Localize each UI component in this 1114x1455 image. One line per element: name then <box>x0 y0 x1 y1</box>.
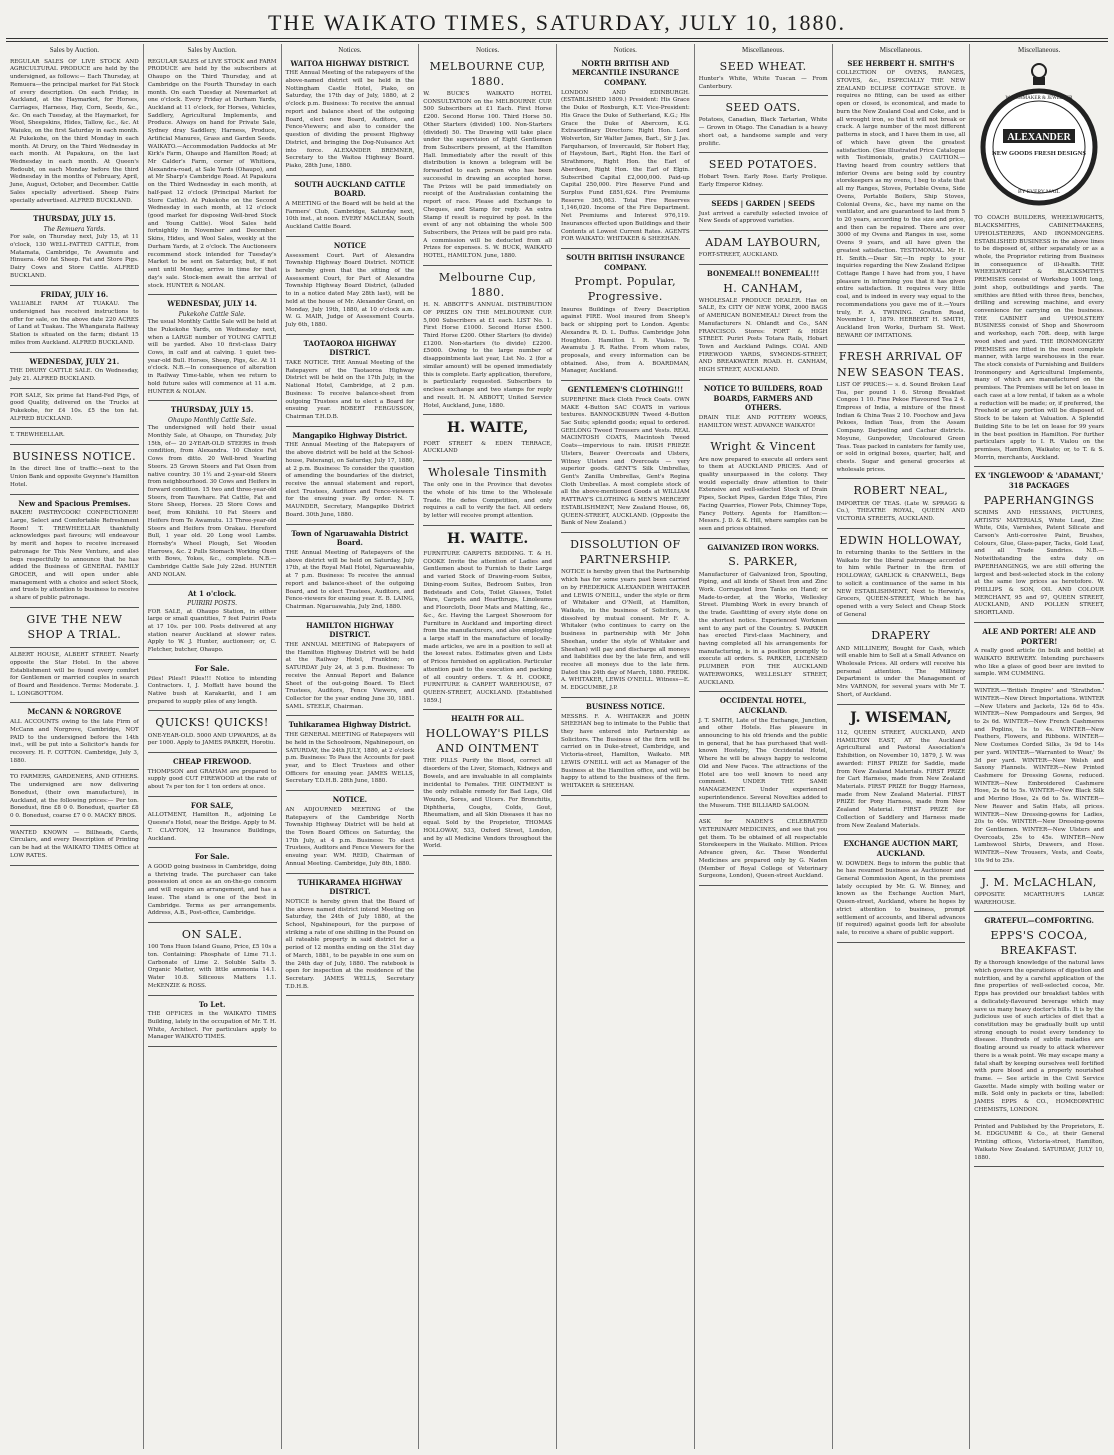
ad-heading: WEDNESDAY, JULY 14. <box>167 299 257 309</box>
advertisement <box>10 290 139 353</box>
column-heading: Notices. <box>476 46 500 54</box>
ad-body-text: ONE-YEAR-OLD. 5000 AND UPWARDS, at 8s per 1000. Apply to JAMES PARKER, Horotiu. <box>147 732 277 747</box>
ad-title: DISSOLUTION OF PARTNERSHIP. <box>570 538 681 567</box>
column-5 <box>557 44 695 1449</box>
column-4 <box>419 44 557 1449</box>
ad-subtitle: Ohaupo Monthly Cattle Sale. <box>168 416 257 424</box>
ad-heading: EX 'INGLEWOOD' & 'ADAMANT,' 318 PACKAGES <box>974 471 1104 491</box>
ad-heading: WAITOA HIGHWAY DISTRICT. <box>290 58 410 68</box>
ad-title: Melbourne Cup, 1880. <box>438 270 537 299</box>
ad-body-text: Insures Buildings of Every Description against FIRE. Wool insured from Sheep's back or shipping port to London. Agents: Alexandra R. D. L. Duffus. Cambridge John Houghton. Hamilton I. R. Vialou. Te Awamutu J. R. Rathe. From whom rates, proposals, and every information can be obtained. Also, from A. BOARDMAN, Manager, Auckland. <box>561 306 690 375</box>
advertisement <box>974 688 1104 871</box>
advertisement <box>837 709 966 836</box>
ad-title: J. M. McLACHLAN, <box>981 875 1097 889</box>
ad-heading: At 1 o'clock. <box>188 588 237 598</box>
ad-title: BUSINESS NOTICE. <box>12 450 137 464</box>
ad-subtitle: The Remuera Yards. <box>43 225 106 233</box>
advertisement <box>148 589 277 660</box>
ad-display-name: H. WAITE, <box>447 420 529 437</box>
column-1 <box>6 44 144 1449</box>
ad-body-text: SUPERFINE Black Cloth Frock Coats. OWN MAKE 4-Button SAC COATS in various textures. BANNOCKBURN Tweed 4-Button Sac Suits; splendid goods; equal to ordered. GEELONG Tweed Trousers and Vests. REAL MACINTOSH COATS, Macintosh Tweed Coats—impervious to rain. IRISH FRIEZE Ulsters, Beaver Overcoats and Ulsters, Witney Ulsters and Overcoats — very superior goods. GENT'S Silk Umbrellas, Gent's Zanilla Umbrellas, Gent's Regina Cloth Umbrellas. A most complete stock of all the above-mentioned Goods at WILLIAM RATTRAY'S CLOTHING & MEN'S MERCERY ESTABLISHMENT, New Zealand House, 66, QUEEN-STREET, AUCKLAND. (Opposite the Bank of New Zealand.) <box>561 396 690 527</box>
ad-title: S. PARKER, <box>728 555 799 569</box>
advertisement <box>974 471 1104 623</box>
ad-body-text: A GOOD going business in Cambridge, doing a thriving trade. The purchaser can take possession at once as an on-the-go concern and will require an arrangement, and has a lease. The stand is one of the best in Cambridge. Terms as per arrangements. Address, A.B., Post-office, Cambridge. <box>147 864 277 917</box>
column-heading: Sales by Auction. <box>49 46 99 54</box>
ad-heading: TUHIKARAMEA HIGHWAY DISTRICT. <box>297 877 403 897</box>
ad-heading: Tuhikaramea Highway District. <box>288 720 412 730</box>
advertisement <box>10 652 139 703</box>
advertisement <box>837 839 966 943</box>
ad-heading: SOUTH AUCKLAND CATTLE BOARD. <box>294 179 406 199</box>
column-3 <box>282 44 420 1449</box>
ad-title: Wright & Vincent <box>710 440 816 454</box>
ad-body-text: ALBERT HOUSE, ALBERT STREET. Nearly opposite the Star Hotel. In the above Establishment will be found every comfort for Gentlemen or married couples in search of Board and Residence. Terms: Moderate. J. L. LONGBOTTOM. <box>10 652 139 697</box>
advertisement <box>561 537 690 698</box>
ad-body-text: BAKER! PASTRYCOOK! CONFECTIONER! Large, Select and Comfortable Refreshment Room! T. TREWHEELLAR thankfully acknowledges past favours; will endeavour by merit and hopes to receive increased patronage for This New Venture, and also begs respectfully to announce that he has added the Business of GENERAL FAMILY GROCER, and will open under able management with a choice and select Stock, and trusts by attention to business to receive a share of public patronage. <box>10 510 139 602</box>
advertisement <box>148 59 277 296</box>
ad-body-text: SCRIMS AND HESSIANS, PICTURES, ARTISTS' MATERIALS, White Lead, Zinc White, Oils, Varnishes, Patent Silicate and Carson's Anti-corrosive Paint, Brushes, Colours, Glue, Glass-paper, Tacks, Gold Leaf, and all Trade Sundries. N.B.—Notwithstanding the extra duty on PAPERHANGINGS, we are still offering the largest and best-selected stock in the colony at the same low prices as heretofore. W. PHILLIPS & SON, OIL AND COLOUR MERCHANT, 95 and 97, QUEEN STREET, AUCKLAND, AND POLLEN STREET, SHORTLAND. <box>974 509 1104 617</box>
ad-heading: HEALTH FOR ALL. <box>451 714 525 724</box>
ad-body-text: In the direct line of traffic—next to the Union Bank and opposite Gwynne's Hamilton Hotel. <box>10 466 139 488</box>
advertisement <box>10 449 139 494</box>
ad-body-text: THE PILLS Purify the Blood, correct all disorders of the Liver, Stomach, Kidneys and Bowels, and are invaluable in all complaints incidental to Females. THE OINTMENT is the only reliable remedy for Bad Legs, Old Wounds, Sores, and Ulcers. For Bronchitis, Diphtheria, Coughs, Colds, Gout, Rheumatism, and all Skin Diseases it has no equal. Sold by the Proprietor, THOMAS HOLLOWAY, 533, Oxford Street, London, and by all Medicine Vendors throughout the World. <box>423 758 552 850</box>
advertisement <box>10 393 139 429</box>
ad-body-text: THE GENERAL MEETING of Ratepayers will be held in the Schoolroom, Ngahinepouri, on SATURDAY, the 24th JULY, 1880, at 2 o'clock p.m. Business: To Pass the Accounts for past year, and to Elect Trustees and other Officers for ensuing year. JAMES WELLS, Secretary T.D.H.B. 28th June, 1880. <box>285 732 415 785</box>
ad-body-text: FORT-STREET, AUCKLAND. <box>698 252 779 259</box>
column-heading: Miscellaneous. <box>1018 46 1061 54</box>
ad-body-text: ALL ACCOUNTS owing to the late Firm of McCann and Norgrove, Cambridge, NOT PAID to the undersigned before the 14th inst., will be put into a Solicitor's hands for recovery. H. F. COTTON. Cambridge, July 3, 1880. <box>10 719 139 764</box>
advertisement <box>286 339 415 427</box>
ad-title: QUICKS! QUICKS! <box>155 716 269 730</box>
advertisement <box>10 707 139 770</box>
advertisement <box>699 696 828 815</box>
ad-heading: EXCHANGE AUCTION MART, AUCKLAND. <box>843 839 959 858</box>
advertisement <box>974 875 1104 913</box>
ad-body-text: Piles! Piles!! Piles!!! Notice to intending Contractors. I, J. Moffatt have bound the Native bush at Karakariki, and I am prepared to supply piles of any length. <box>147 675 277 705</box>
ad-title: ADAM LAYBOURN, <box>705 236 822 250</box>
column-8 <box>970 44 1108 1449</box>
ad-title: Prompt. Popular, Progressive. <box>574 275 677 304</box>
advertisement <box>974 627 1104 684</box>
ad-body-text: Are now prepared to execute all orders sent to them at AUCKLAND PRICES. And of quality unsurpassed in the colony. They would especially draw attention to their Extensive and well-selected Stock of Drain Pipes, Socket Pipes, Garden Edge Tiles, Fire Facing Quarries, Flower Pots, Chimney Tops, Fancy Pottery. Agents for Hamilton:—Messrs. J. D. & K. Hill, where samples can be seen and prices obtained. <box>698 456 828 532</box>
ad-title: SEED POTATOES. <box>708 158 818 172</box>
advertisement <box>148 757 277 797</box>
ad-heading: NOTICE <box>333 240 366 250</box>
ad-body-text: THE Annual Meeting of Ratepayers of the above district will be held on Saturday, July 17th, at the Royal Mail Hotel, Ngaruawahia, at 7 p.m. Business: To receive the annual report and balance-sheet of the outgoing Board, and to elect Trustees, Auditors, and Fence-viewers for ensuing year. E. B. LAING, Chairman. Ngaruawahia, July 2nd, 1880. <box>285 549 415 610</box>
advertisement <box>148 405 277 584</box>
ad-body-text: THOMPSON and GRAHAM are prepared to supply good CUT FIREWOOD at the rate of about 7s per ton for 1 ton orders at once. <box>147 768 277 791</box>
ad-heading: OCCIDENTAL HOTEL, AUCKLAND. <box>719 696 807 715</box>
ad-body-text: AN ADJOURNED MEETING of the Ratepayers of the Cambridge North Township Highway District will be held at the Town Board Offices on Saturday, the 17th July, at 4 p.m. Business: To elect Trustees, Auditors and Fence Viewers for the ensuing year. WM. REID, Chairman of Annual Meeting. Cambridge, July 8th, 1880. <box>285 806 415 867</box>
column-2 <box>144 44 282 1449</box>
newspaper-title: THE WAIKATO TIMES, SATURDAY, JULY 10, 1880. <box>267 10 847 35</box>
advertisement <box>423 714 552 856</box>
ad-heading: SOUTH BRITISH INSURANCE COMPANY. <box>566 253 685 272</box>
ad-heading: FRIDAY, JULY 16. <box>40 289 109 299</box>
advertisement <box>148 1000 277 1048</box>
ad-heading: CHEAP FIREWOOD. <box>172 757 252 766</box>
ad-body-text: Potatoes, Canadian, Black Tartarian, White — Grown in Otago. The Canadian is a heavy short oat, a handsome sample and very prolific. <box>698 117 828 147</box>
advertisement <box>286 180 415 237</box>
ad-body-text: WANTED KNOWN — Billheads, Cards, Circulars, and every Description of Printing can be had at the WAIKATO TIMES Office at LOW RATES. <box>10 829 139 859</box>
advertisement <box>286 241 415 335</box>
ad-title: ON SALE. <box>181 928 243 942</box>
advertisement <box>148 852 277 923</box>
ad-body-text: THE OFFICES in the WAIKATO TIMES Building, lately in the occupation of Mr. T. H. White, Architect. For particulars apply to Manager WAIKATO TIMES. <box>147 1011 277 1041</box>
advertisement <box>699 235 828 265</box>
ad-heading: SEE HERBERT H. SMITH'S <box>847 58 955 68</box>
ad-body-text: LIST OF PRICES:— s. d. Sound Broken Leaf Tea, per pound 1 6. Strong Breakfast Congou 1 10. Fine Pekoe Flavoured Tea 2 4. Empress of India, a mixture of the finest Indian & China Teas 2 10. Foochow and Java Pekoes, Indian Teas, from the Assam Company. Darjeeling and Cachar districts. Moyune, Gunpowder, Uncoloured Green Teas. Teas packed in canisters for family use, or sold in original boxes, quarter, half, and chests. Sugar and general groceries at wholesale prices. <box>836 381 966 473</box>
advertisement <box>561 59 690 249</box>
advertisement <box>699 100 828 153</box>
ad-body-text: FOR SALE, Six prime fat Hand-Fed Pigs, of good Quality, delivered on the Trucks at Pukekohe, for £4 10s. £5 the ton fat. ALFRED BUCKLAND. <box>10 392 139 422</box>
ad-body-text: COLLECTION OF OVENS, RANGES, STOVES, &c., ESPECIALLY THE NEW ZEALAND ECLIPSE COTTAGE STOVE. It requires no fitting, can be used as either open or closed, is economical, and made to burn the New Zealand Coal and Coke, and is all wrought iron, so that it will not break or crack. A large number of the most different patterns in stock, and I have them in use, all of which have given the greatest satisfaction. (See Illustrated Price Catalogue with Testimonials, gratis.) CAUTION.—Having heard from country settlers that inferior Ovens are being sold by country storekeepers as my ovens, I beg to state that all my Ranges, Stoves, Portable Ovens, Side Ovens, Portable Boilers, Ship Stoves, Colonial Ovens, &c., have my name on the ventilator, and are guaranteed to last from 5 to 20 years, according to the size and price, and then can be repaired. There are over 3000 of my Ovens and Ranges in use, some Ovens 9 years, and all have given the greatest satisfaction. TESTIMONIAL. Mr H. H. Smith.—Dear Sir,—In reply to your inquiries regarding the New Zealand Eclipse Cottage Range I have had from you, I have pleasure in informing you that it has given entire satisfaction. It requires very little coal, and is indeed in every way equal to the recommendations you gave me of it.—Yours truly, F. A. TWINING. Grafton Road, November 1, 1879. HERBERT H. SMITH, Auckland Iron Works, Durham St. West. BEWARE OF IMITATIONS. <box>836 70 966 339</box>
advertisement <box>10 830 139 866</box>
advertisement <box>423 419 552 461</box>
ad-heading: BUSINESS NOTICE. <box>585 701 665 711</box>
advertisement <box>148 927 277 995</box>
ad-body-text: FOR SALE, at Ohaupo Station, in either large or small quantities, 7 feet Puiriri Posts at 17 10s. per 100. Posts delivered at any station nearer Auckland at slower rates. Apply to W. J. Hunter, auctioneer; or, C. Fletcher, butcher, Ohaupo. <box>147 608 277 654</box>
ad-body-text: The only one in the Province that devotes the whole of his time to the Wholesale Trade. He defies Competition, and only requires a call to verify the fact. All orders by letter will receive prompt attention. <box>423 482 552 520</box>
newspaper-columns <box>6 44 1108 1449</box>
ad-body-text: ASK for NADEN'S CELEBRATED VETERINARY MEDICINES, and see that you get them. To be obtained of all respectable Storekeepers in the Waikato. Million. Prices Advance given, &c. These Wonderful Medicines are prepared only by G. Naden (Member of Royal College of Veterinary Surgeons, London), Queen-street Auckland. <box>698 819 828 880</box>
ad-body-text: Just arrived a carefully selected invoice of New Seeds of approved varieties. <box>698 210 828 225</box>
ad-heading: HAMILTON HIGHWAY DISTRICT. <box>306 620 394 640</box>
advertisement <box>837 628 966 704</box>
ad-body-text: 100 Tons Huon Island Guano, Price, £5 10s a ton. Containing: Phosphate of Lime 71.1. Carbonate of Lime 2. Soluble Salts 5. Organic Matter, with little ammonia 14.1. Water 10.8. Siliceous Matters 1.1. McKENZIE & ROSS. <box>147 944 277 989</box>
ad-body-text: NOTICE is hereby given that the Partnership which has for some years past been carried on by FREDERICK ALEXANDER WHITAKER and LEWIS O'NEILL, under the style or firm of Whitaker and O'Neill, at Hamilton, Waikato, in the business of Solicitors, is dissolved by mutual consent. Mr F. A. Whitaker (who continues to carry on the business in partnership with Mr John Sheehan, under the style of Whitaker and Sheehan) will pay and discharge all moneys and liabilities due by the late firm, and will receive all moneys due to the late firm. Dated this 24th day of March, 1880. FREDK. A. WHITAKER, LEWIS O'NEILL. Witness—E. M. EDGCUMBE, J.P. <box>561 569 690 692</box>
ad-body-text: A MEETING of the Board will be held at the Farmers' Club, Cambridge, Saturday next, 10th inst., at noon. EVERY MACLEAN, South Auckland Cattle Board. <box>285 200 415 231</box>
ad-body-text: A really good article (in bulk and bottle) at WAIKATO BREWERY. Intending purchasers who like a glass of good beer are invited to sample. WM CUMMING. <box>974 648 1104 678</box>
ad-body-text: THE ANNUAL MEETING of Ratepayers of the Hamilton Highway District will be held at the Railway Hotel, Frankton; on SATURDAY July 24, at 3 p.m. Business: To receive the Annual Report and Balance Sheet of the out-going Board. To Elect Trustees, Auditors, Fence Viewers, and Collector for the year ending June 30, 1881. SAML. STEELE, Chairman. <box>285 641 415 710</box>
ad-title: SEED OATS. <box>725 101 801 115</box>
advertisement <box>10 357 139 389</box>
ad-body-text: 112, QUEEN STREET, AUCKLAND, AND HAMILTON EAST, AT the Auckland Agricultural and Pastoral Association's Exhibition, on November 10, 1879, J. W. was awarded: FIRST PRIZE for Saddle, made from New Zealand Materials. FIRST PRIZE for Cart Harness, made from New Zealand Materials. FIRST PRIZE for Buggy Harness, made from New Zealand Material. FIRST PRIZE for Pony Harness, made from New Zealand Material. FIRST PRIZE for Collection of Saddlery and Harness made from New Zealand Materials. <box>836 729 966 829</box>
ad-title: H. CANHAM, <box>723 281 804 295</box>
ad-body-text: TO COACH BUILDERS, WHEELWRIGHTS, BLACKSMITHS, CABINETMAKERS, UPHOLSTERERS, AND IRONMONGERS. ESTABLISHED BUSINESS in the above lines to be disposed of, either separately or as a whole, the Proprietor retiring from Business in consequence of ill-health. THE WHEELWRIGHT & BLACKSMITH'S PREMISES consist of Workshop 100ft long, joint shop, outbuildings and yards. The smithies are fitted with three fires, benches, drilling and screwing machine, and every convenience for carrying on the business. THE CABINET and UPHOLSTERY BUSINESS consist of Shop and Showroom and workshop, each 70ft. deep, with large wood shed and yard. THE IRONMONGERY PREMISES are fitted in the most complete manner, with large warehouses in the rear. The stock consists of Furnishing and Builders Ironmongery and Agricultural Implements, many of which are manufactured on the premises. The Premises will be let on lease in each case at a low rental, if taken as a whole a reduction will be made; or, if preferred, the Freehold or any portion will be disposed of. Stock to be taken at Valuation. A Splendid Building Site to be let on lease for 99 years in the best position in Hamilton. For further particulars apply to I. R. Vialou on the premises, Hamilton, Waikato; or, to T. & S. Morrin, merchants, Auckland. <box>974 215 1105 461</box>
ad-body-text: WINTER.—'British Empire' and 'Strathdon.' WINTER—New Direct Importations. WINTER—New Ulsters and Jackets, 12s 6d to 45s. WINTER—New Pompadours and Serges, 9d to 2s 6d. WINTER—New French Cashmeres and Poplins, 1s to 4s. WINTER—New Feathers, Flowers, and Ribbons. WINTER—New Costumes Corded Silks, 3s 9d to 14s per yard. WINTER—'Warranted to Wear,' 9s 3d per yard. WINTER—New Welsh and Saxony Flannels. WINTER—New Printed Cashmere for Dressing Gowns, reduced. WINTER—New Embroidered Cashmere Hose, 2s 6d to 5s. WINTER—New Black Silk and Merino Hose, 2s 6d to 5s. WINTER—New Reaver and Satin Hats, all prices. WINTER—New Dressing-gowns for Ladies, 20s to 40s. WINTER—New Dressing-gowns for Gentlemen. WINTER—New Ulsters and Overcoats, 25s to 45s. WINTER—New Lambswool Shirts, Drawers, and Hose. WINTER—New Trousers, Vests, and Coats, 10s 9d to 25s. <box>974 688 1104 864</box>
advertisement <box>286 59 415 176</box>
ad-body-text: OPPOSITE MCARTHUR'S LARGE WAREHOUSE. <box>974 891 1104 906</box>
column-heading: Notices. <box>338 46 362 54</box>
ad-title: SEED WHEAT. <box>719 59 807 73</box>
ad-body-text: TAKE NOTICE. THE Annual Meeting of the Ratepayers of the Taotaoroa Highway District will be held on the 17th July, in the National Hotel, Cambridge, at 2 p.m. Business: To receive balance-sheet from outgoing Trustees and to elect a Board for ensuing year. ROBERT FERGUSSON, Chairman T.H.D.B. <box>285 360 415 421</box>
ad-body-text: T. TREWHEELLAR. <box>10 432 65 439</box>
ad-heading: New and Spacious Premises. <box>18 498 131 508</box>
ad-body-text: THE Annual Meeting of the Ratepayers of the above district will be held at the School-house, Paterangi, on Saturday, July 17, 1880, at 2 p.m. Business: To consider the question of amending the boundaries of the district, receive the annual statement and report, elect Trustees, Auditors and Fence-viewers for the ensuing year. By order. N. T. MAUNDER, Secretary, Mangapiko District Board. 30th June, 1880. <box>285 442 415 518</box>
ad-heading: TAOTAOROA HIGHWAY DISTRICT. <box>303 338 397 358</box>
ad-heading: NOTICE TO BUILDERS, ROAD BOARDS, FARMERS AND OTHERS. <box>703 383 823 413</box>
ad-body-text: Hobart Town. Early Rose. Early Prolique. Early Emperor Kidney. <box>698 174 828 189</box>
ad-body-text: IMPORTER OF TEAS. (Late W. SPRAGG & Co.), THEATRE ROYAL, QUEEN AND VICTORIA STREETS, AUCKLAND. <box>836 500 966 523</box>
clock-top: WATCHMAKER & JEWELLER <box>1005 95 1073 101</box>
ad-body-text: Manufacturer of Galvanized Iron, Spouting, Piping, and all kinds of Sheet Iron and Zinc Work. Corrugated Iron Tanks on Hand; or Made-to-order, at the Works, Wellesley Street. Plumbing Work in every branch of the trade. Gasfitting of every style done on the shortest notice. Experienced Workmen sent to any part of the Country. S. PARKER has erected First-class Machinery, and having completed all his arrangements for manufacturing, is in a position promptly to execute all orders. S. PARKER, LICENSED PLUMBER FOR THE AUCKLAND WATERWORKS, WELLESLEY STREET, AUCKLAND. <box>698 571 828 686</box>
ad-display-name: H. WAITE. <box>447 530 529 547</box>
ad-heading: GALVANIZED IRON WORKS. <box>707 542 819 552</box>
ad-title: ROBERT NEAL, <box>853 484 949 498</box>
ad-heading: WEDNESDAY, JULY 21. <box>29 356 120 366</box>
ad-body-text: FURNITURE CARPETS BEDDING. T. & H. COOKE Invite the attention of Ladies and Gentlemen about to Furnish to their Large and varied Stock of Drawing-room Suites, Dining-room Suites, Bedroom Suites, Iron Bedsteads and Cots, Toilet Glasses, Toilet Ware, Carpets and Hearthrugs, Linoleums and Floorcloth, Door Mats and Matting, &c., &c., &c. Having the Largest Showroom for Furniture in Auckland and importing direct from the manufacturers, and also employing a large staff in the manufacture of locally-made articles, we are in a position to sell at the lowest rates. Estimates given and Lists of Prices furnished on application. Particular attention paid to the execution and packing of all country orders. T. & H. COOKE, FURNITURE & CARPET WAREHOUSE, 67 QUEEN-STREET, AUCKLAND. [Established 1859.] <box>423 551 552 704</box>
ad-heading: Town of Ngaruawahia District Board. <box>291 528 409 548</box>
advertisement <box>699 543 828 693</box>
ad-heading: NORTH BRITISH AND MERCANTILE INSURANCE COMPANY. <box>571 58 679 87</box>
advertisement <box>286 529 415 617</box>
ad-heading: GRATEFUL—COMFORTING. <box>984 916 1094 926</box>
advertisement <box>286 878 415 997</box>
ad-body-text: W. BUCK'S WAIKATO HOTEL CONSULTATION on the MELBOURNE CUP. 500 Subscribers at £1 Each. First Horse £200. Second Horse 100. Third Horse 50. Other Starters (divided) 100. Non-Starters (divided) 50. The Drawing will take place under the supervision of Eight Gentlemen from Subscribers present, at the Hamilton Hall. Immediately after the result of this distribution is known a telegram will be forwarded to each person who has been successful in drawing an accepted horse. The Prizes will be paid immediately on receipt of the Australasian containing the report of race. Please add Exchange to Cheques, and Stamp for reply. An extra Stamp if result is required by post. In the event of any not obtaining the whole 500 Subscribers, the Prizes will be paid pro rata. A commission will be deducted from all Prizes for expenses. S. W. BUCK, WAIKATO HOTEL, HAMILTON. June, 1880. <box>423 91 552 260</box>
ad-body-text: The usual Monthly Cattle Sale will be held at the Pukekohe Yards, on Wednesday next, when a LARGE number of YOUNG CATTLE will be yarded. Also 10 first-class Dairy Cows, in calf and at calving. 1 quiet two-year-old Bull. Horses, Sheep, Pigs, &c. At 11 o'clock. N.B.—In consequence of alteration in Railway Time-table, when we return to hold future sales will commence at 11 a.m. HUNTER & NOLAN. <box>147 319 277 395</box>
ad-heading: NOTICE. <box>332 795 368 805</box>
advertisement <box>10 59 139 211</box>
clock-center: NEW GOODS FRESH DESIGNS <box>992 149 1087 157</box>
ad-title: Wholesale Tinsmith <box>428 465 548 479</box>
advertisement <box>699 819 828 886</box>
ad-title: EPPS'S COCOA, BREAKFAST. <box>990 928 1088 958</box>
ad-heading: McCANN & NORGROVE <box>27 707 122 717</box>
advertisement <box>837 59 966 346</box>
advertisement <box>699 157 828 195</box>
ad-heading: GENTLEMEN'S CLOTHING!!! <box>567 385 684 395</box>
advertisement <box>148 299 277 401</box>
ad-body-text: Hunter's White, White Tuscan — From Canterbury. <box>698 75 828 90</box>
advertisement <box>148 715 277 753</box>
ad-title: MELBOURNE CUP, 1880. <box>429 59 546 88</box>
ad-body-text: J. T. SMITH, Late of the Exchange, Junction, and other Hotels. Has pleasure in announcing to his old friends and the public in general, that he has purchased that well-known Hostelry, The Occidental Hotel, Where he will be always happy to welcome Old and New Faces. The attractions of the Hotel are too well known to need any comment. UNDER THE SAME MANAGEMENT. Under experienced superintendence. Several Novelties added to the Museum. THE BILLIARD SALOON. <box>698 717 828 809</box>
ad-body-text: In returning thanks to the Settlers in the Waikato for the liberal patronage accorded to him while Partner in the firm of HOLLOWAY, GARLICK & CRANWELL, Begs to solicit a continuance of the same in his NEW ESTABLISHMENT, Next to Herwin's, Grocers, QUEEN-STREET, Which he has opened with a very Select and Cheap Stock of General <box>836 549 966 618</box>
ad-heading: For Sale. <box>194 852 230 862</box>
ad-title: DRAPERY <box>871 629 931 643</box>
advertisement <box>974 1124 1104 1168</box>
ad-body-text: AND MILLINERY, Bought for Cash, which will enable him to Sell at a Small Advance on Wholesale Prices. All orders will receive his personal attention. The Millinery Department is under the Management of Mrs VARNON, for several years with Mr T. Short, of Auckland. <box>836 645 966 698</box>
ad-body-text: LONDON AND EDINBURGH. (ESTABLISHED 1809.) President: His Grace the Duke of Roxburgh, K.T. Vice-President: His Grace the Duke of Sutherland, K.G.; His Grace the Duke of Abercorn, K.G. Extraordinary Directors: Right Hon. Lord Wolverton, Sir Walter James, Bart., Sir J. Jas. Farquharson, of Invercauld, Sir Robert Hay, of Haystoun, Bart., Right Hon. the Earl of Strathmore, Right Hon. the Earl of Aberdeen, Right Hon. the Earl of Elgin. Subscribed Capital £2,000,000. Paid-up Capital 250,000. Fire Reserve Fund and Surplus Fund £851,624. Fire Premiums Reserve 365,063. Total Fire Reserves 1,146,020. Income of the Fire Department. Net Premiums and Interest 976,119. Insurances effected upon Buildings and their Contents at Lowest Current Rates. AGENTS FOR WAIKATO: WHITAKER & SHEEHAN. <box>561 89 690 243</box>
advertisement <box>10 499 139 608</box>
masthead <box>0 0 1114 44</box>
advertisement <box>286 621 415 717</box>
advertisement <box>423 530 552 711</box>
ad-heading: For Sale. <box>194 663 230 673</box>
ad-title: FRESH ARRIVAL OF NEW SEASON TEAS. <box>837 350 965 379</box>
advertisement <box>561 253 690 381</box>
ad-title: PAPERHANGINGS <box>983 493 1095 507</box>
advertisement <box>286 795 415 873</box>
clock-name: ALEXANDER <box>1007 131 1071 143</box>
advertisement <box>286 431 415 525</box>
ad-body-text: FORT STREET & EDEN TERRACE, AUCKLAND <box>423 440 552 455</box>
advertisement <box>837 349 966 479</box>
ad-display-name: J. WISEMAN, <box>850 709 952 726</box>
ad-title: HOLLOWAY'S PILLS AND OINTMENT <box>425 727 550 756</box>
ad-body-text: H. N. ABBOTT'S ANNUAL DISTRIBUTION OF PRIZES ON THE MELBOURNE CUP. 5,000 Subscribers at £1 each. LIST No. 1. First Horse £1000. Second Horse £500. Third Horse £200. Other Starters (to divide) £1200. Non-starters (to divide) £2200. £5000. Owing to the large number of disappointments last year, List No. 2 (for a similar amount) will be opened immediately this is complete. Early application, therefore, is particularly requested. Subscribers to enclose exchange and two stamps for reply and result. H. N. ABBOTT, United Service Hotel, Auckland, June, 1880. <box>423 302 552 409</box>
ad-body-text: THE Annual Meeting of the ratepayers of the above-named district will be held in the Nottingham Castle Hotel, Piako, on Saturday, the 17th day of July, 1880, at 2 o'clock p.m. Business: To receive the annual report and balance sheet of the outgoing Board, elect new Board, Auditors, and Fence-Viewers; and also to consider the question of dividing the present Highway District, and bringing the Dog-Nuisance Act into force. ALEXANDER BREMNER, Secretary to the Waitoa Highway Board. Piako, 28th June, 1880. <box>285 70 415 169</box>
column-heading: Notices. <box>613 46 637 54</box>
ad-body-text: REGULAR SALES of LIVE STOCK and FARM PRODUCE are held by the subscribers at Ohaupo on the Third Thursday, and at Cambridge on the Fourth Thursday in each month. On each Tuesday at Newmarket at one o'clock. Every Friday at Durham Yards, Auckland at 11 o'clock, for Horses, Vehicles, Saddlery, Agricultural Implements, and Produce. Always on hand for Private Sale, Sydney dray Saddlery, Harness, Produce, Artificial Manures, Grass and Garden Seeds. WAIKATO.—Accommodation Paddocks at Mr Kirk's Farm, Ohaupo and Hamilton Road; at Mr Calder's Farm, corner of Whitiora, Alexandra-road, at Sale Yards (Ohaupo), and at Mr Sharp's Cambridge Road. At Papakura on the Third Wednesday in each month, at half-past 12 o'clock (Principal Market for Store Cattle). At Pukekohe on the Second Wednesday in each month, at 12 o'clock (good market for disposing Well-bred Stock and Young Cattle). Wool Sales held fortnightly in November and December. Skins, Hides, and Wool Sales, weekly at the Durham Yards, at 2 o'clock. The Auctioneers recommend stock intended for Tuesday's Market to be sent on Saturday, but, if not sent until Monday, arrive in time for that day's sale. Stock-men await the arrival of stock. HUNTER & NOLAN. <box>147 58 277 289</box>
ad-heading: SEEDS | GARDEN | SEEDS <box>711 198 815 208</box>
ad-body-text: WHOLESALE PRODUCE DEALER. Has on SALE, Ex CITY OF NEW YORK, 2000 BAGS of AMERICAN BONEMEAL! Direct from the Manufacturers N. Ohlandt and Co., SAN FRANCISCO. Stores: FORT & HIGH STREET. Puriri Posts Totara Rails, Hobart Town and Auckland Palings. COAL AND FIREWOOD YARDS, SYMONDS-STREET, AND BREAKWATER ROAD. H. CANHAM, HIGH STREET, AUCKLAND. <box>698 297 828 374</box>
advertisement <box>148 664 277 712</box>
advertisement <box>423 59 552 266</box>
ad-heading: THURSDAY, JULY 15. <box>33 214 116 224</box>
ad-subtitle: PUIRIRI POSTS. <box>187 600 238 608</box>
ad-title: EDWIN HOLLOWAY, <box>839 533 963 547</box>
alexander-watch-ad <box>974 59 1104 213</box>
advertisement <box>699 439 828 538</box>
ad-subtitle: Pukekohe Cattle Sale. <box>178 310 246 318</box>
ad-body-text: W. DOWDEN. Begs to inform the public that he has resumed business as Auctioneer and General Commission Agent, in the premises lately occupied by Mr. G. W. Binney, and known as the Exchange Auction Mart, Queen-street, Auckland, where he hopes by strict attention to business, prompt settlement of accounts, and liberal advances (if required) against goods left for absolute sale, to receive a share of public support. <box>836 860 966 937</box>
ad-body-text: Assessment Court. Part of Alexandra Township Highway Board District. NOTICE is hereby given that the sitting of the Assessment Court, for Part of Alexandra Township Highway Board District, (alluded to in a notice dated May 28th last), will be held at the house of Mr. Alexander Grant, on Monday, July 19th, 1880, at 10 o'clock a.m. W. G. MAIR, Judge of Assessment Courts. July 6th, 1880. <box>285 252 415 328</box>
advertisement <box>10 214 139 285</box>
clock-bottom: BY EVERY MAIL <box>1018 188 1061 195</box>
ad-body-text: MESSRS. F. A. WHITAKER and JOHN SHEEHAN beg to intimate to the Public that they have entered into Partnership as Solicitors. The Business of the firm will be carried on in Duke-street, Cambridge, and Victoria-street, Hamilton, Waikato. MR LEWIS O'NEILL will act as Manager of the Business at the Hamilton office, and will be happy to attend to the business of the firm. WHITAKER & SHEEHAN. <box>561 713 690 789</box>
advertisement <box>423 465 552 526</box>
ad-body-text: THE DRURY CATTLE SALE. On Wednesday, July 21. ALFRED BUCKLAND. <box>10 368 139 382</box>
ad-heading: ALE AND PORTER! ALE AND PORTER! <box>982 626 1096 646</box>
advertisement <box>423 270 552 415</box>
ad-body-text: DRAIN TILE AND POTTERY WORKS, HAMILTON WEST. ADVANCE WAIKATO! <box>698 414 828 429</box>
ad-body-text: NOTICE is hereby given that the Board of the above named district intend Meeting on Saturday, the 24th of July 1880, at the School, Ngahinepouri, for the purpose of striking a rate of one shilling in the Pound on all rateable property in said district for a period of 12 months ending on the 31st day of March, 1881, to be payable in one sum on the 24th day of July, 1880. The ratebook is open for inspection at the residence of the Secretary. JAMES WELLS, Secretary T.D.H.B. <box>285 898 415 990</box>
advertisement <box>699 59 828 97</box>
ad-body-text: VALUABLE FARM AT TUAKAU. The undersigned has received instructions to offer for sale, on the above date 220 ACRES of Land at Tuakau. The Whangarata Railway Station is situated on the farm; distant 15 miles from Auckland. ALFRED BUCKLAND. <box>10 301 139 346</box>
ad-heading: Mangapiko Highway District. <box>292 430 408 440</box>
advertisement <box>974 916 1104 1119</box>
ad-body-text: Printed and Published by the Proprietors, E. M. EDGCUMBE & Co., at their General Printing offices, Victoria-street, Hamilton, Waikato New Zealand. SATURDAY, JULY 10, 1880. <box>974 1123 1104 1161</box>
column-heading: Miscellaneous. <box>879 46 922 54</box>
advertisement <box>699 384 828 435</box>
advertisement <box>837 483 966 528</box>
advertisement <box>837 533 966 625</box>
ad-body-text: ALLOTMENT, Hamilton R., adjoining Le Quesne's Hotel, near the Bridge. Apply to M. T. CLAYTON, 12 Insurance Buildings, Auckland. <box>147 812 277 842</box>
advertisement <box>148 801 277 849</box>
column-7 <box>833 44 971 1449</box>
ad-body-text: REGULAR SALES OF LIVE STOCK AND AGRICULTURAL PRODUCE are held by the undersigned, as follows:— Each Thursday, at Remuera—the principal market for Fat Stock of every description. On each Friday, in Auckland, at the Haymarket, for Horses, Carriages, Harness, Hay, Corn, Seeds, &c., &c. On each Tuesday, at the Haymarket, for Wool, Sheepskins, Hides, Tallow, &c., &c. At Waiuku, on the first Saturday in each month. At Pukekohe, on the third Monday in each month. At Drury, on the Third Wednesday in each month. At Papakura, on the last Wednesday in each month. At Queen's Redoubt, on each Monday before the third Wednesday in the months of February, April, June, August, October, and December. Cattle Sales specially advertised. Sheep Fairs specially advertised. ALFRED BUCKLAND. <box>10 58 139 204</box>
ad-title: GIVE THE NEW SHOP A TRIAL. <box>26 612 123 641</box>
advertisement <box>10 774 139 825</box>
column-heading: Sales by Auction. <box>187 46 237 54</box>
advertisement <box>699 199 828 231</box>
advertisement <box>561 702 690 796</box>
advertisement <box>561 385 690 533</box>
pocket-watch-logo <box>979 59 1099 209</box>
ad-heading: To Let. <box>198 999 226 1009</box>
advertisement <box>699 269 828 380</box>
advertisement <box>286 720 415 791</box>
ad-heading: FOR SALE, <box>190 800 234 810</box>
ad-body-text: For sale, on Thursday next, July 15, at 11 o'clock, 130 WELL-FATTED CATTLE, from Matamata, Cambridge, Te Awamutu and Hinuera. 400 fat Sheep. Fat and Store Pigs. Dairy Cows and Store Cattle. ALFRED BUCKLAND. <box>10 234 139 279</box>
advertisement <box>10 432 139 445</box>
ad-body-text: The undersigned will hold their usual Monthly Sale, at Ohaupo, on Thursday, July 15th, of— 20 2-YEAR-OLD STEERS in fresh condition, from Alexandra. 10 Choice Fat Cows from ditto. 20 Well-bred Yearling Steers. 25 Grown Steers and Fat Oxen from native country. 30 1½ and 2-year-old Steers from neighbourhood. 30 Cows and Heifers in forward condition. 15 two and three-year-old Steers, from Tauwhare. Fat Cattle, Fat and Store Sheep, Horses. 25 Store Cows and beef, from Kihikihi. 10 Fat Steers and Heifers from Te Awamutu. 13 Three-year-old Steers and Heifers from Orakau. Hereford Bull, 1 year old. 20 Long wool Lambs. Hornsby's Wheel Plough, Set Wooden Harrows, &c. 2 Pulls Stomach Working Oxen with Bows, Yokes, &c., complete. N.B.—Cambridge Cattle Sale July 22nd. HUNTER AND NOLAN. <box>147 425 277 578</box>
ad-body-text: By a thorough knowledge of the natural laws which govern the operations of digestion and nutrition, and by a careful application of the fine properties of well-selected cocoa, Mr. Epps has provided our breakfast tables with a delicately-flavoured beverage which may save us many heavy doctor's bills. It is by the judicious use of such articles of diet that a constitution may be gradually built up until strong enough to resist every tendency to disease. Hundreds of subtle maladies are floating around us ready to attack wherever there is a weak point. We may escape many a fatal shaft by keeping ourselves well fortified with pure blood and a properly nourished frame. — See article in the Civil Service Gazette. Made simply with boiling water or milk. Sold only in packets or tins, labelled: JAMES EPPS & CO., HOMŒOPATHIC CHEMISTS, LONDON. <box>974 960 1104 1113</box>
column-heading: Miscellaneous. <box>742 46 785 54</box>
ad-heading: BONEMEAL!! BONEMEAL!!! <box>706 268 820 278</box>
ad-heading: THURSDAY, JULY 15. <box>170 405 254 415</box>
ad-body-text: TO FARMERS, GARDENERS, AND OTHERS. The undersigned are now delivering Bonedust, (their own manufacture), in Auckland, at the following prices:— Per ton. Bonedust, fine £8 0 0. Bonedust, quarter £8 0 0. Bonedust, coarse £7 0 0. MACKY BROS. <box>10 774 139 820</box>
masthead-rule <box>6 38 1108 42</box>
advertisement <box>974 215 1104 467</box>
column-6 <box>695 44 833 1449</box>
advertisement <box>10 612 139 648</box>
